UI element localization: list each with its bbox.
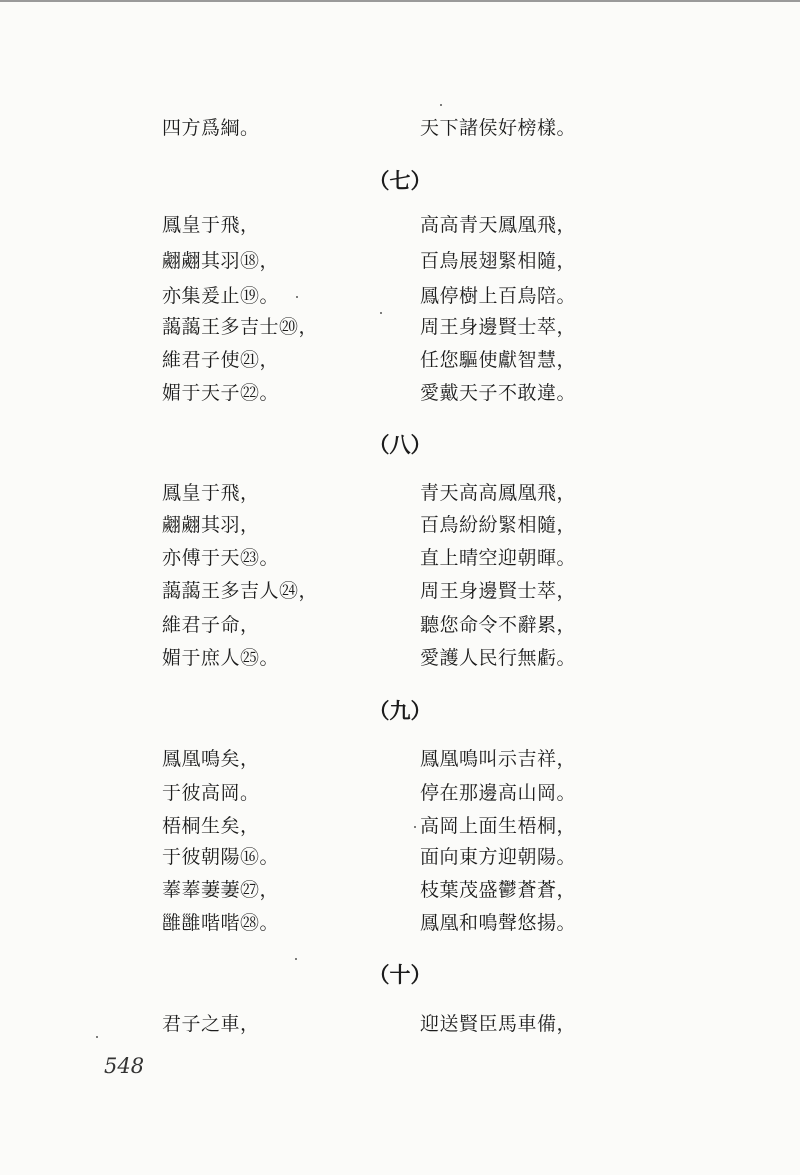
poem-line-original: 于彼高岡。 — [162, 782, 260, 804]
poem-line-original: 菶菶萋萋㉗， — [162, 879, 280, 901]
poem-line-original: 媚于庶人㉕。 — [162, 647, 280, 669]
top-rule — [0, 0, 800, 2]
scan-speck — [440, 104, 442, 106]
poem-line-translation: 愛護人民行無虧。 — [420, 647, 577, 669]
poem-line-translation: 高岡上面生梧桐， — [420, 815, 577, 837]
stanza-heading: （九） — [368, 698, 432, 723]
poem-line-translation: 停在那邊高山岡。 — [420, 782, 577, 804]
stanza-heading: （八） — [368, 432, 432, 457]
page-number: 548 — [104, 1054, 145, 1078]
poem-line-translation: 枝葉茂盛鬱蒼蒼， — [420, 879, 577, 901]
poem-line-translation: 面向東方迎朝陽。 — [420, 846, 577, 868]
poem-line-original: 維君子使㉑， — [162, 349, 280, 371]
poem-line-translation: 高高青天鳳凰飛， — [420, 214, 577, 236]
poem-line-translation: 周王身邊賢士萃， — [420, 316, 577, 338]
stanza-heading: （七） — [368, 168, 432, 193]
poem-line-original: 鳳凰鳴矣， — [162, 748, 260, 770]
poem-line-original: 四方爲綱。 — [162, 117, 260, 139]
poem-line-translation: 天下諸侯好榜樣。 — [420, 117, 577, 139]
scan-speck — [296, 296, 298, 298]
poem-line-original: 梧桐生矣， — [162, 815, 260, 837]
poem-line-original: 君子之車， — [162, 1013, 260, 1035]
poem-line-translation: 周王身邊賢士萃， — [420, 580, 577, 602]
poem-line-original: 翽翽其羽， — [162, 514, 260, 536]
poem-line-original: 于彼朝陽⑯。 — [162, 846, 280, 868]
poem-line-original: 媚于天子㉒。 — [162, 382, 280, 404]
poem-line-translation: 直上晴空迎朝暉。 — [420, 547, 577, 569]
scan-speck — [295, 958, 297, 960]
poem-line-translation: 鳳凰和鳴聲悠揚。 — [420, 912, 577, 934]
poem-line-original: 雝雝喈喈㉘。 — [162, 912, 280, 934]
poem-line-translation: 鳳凰鳴叫示吉祥， — [420, 748, 577, 770]
poem-line-original: 維君子命， — [162, 614, 260, 636]
poem-line-original: 鳳皇于飛， — [162, 214, 260, 236]
poem-line-original: 藹藹王多吉士⑳， — [162, 316, 319, 338]
poem-line-translation: 任您驅使獻智慧， — [420, 349, 577, 371]
stanza-heading: （十） — [368, 962, 432, 987]
poem-line-original: 翽翽其羽⑱， — [162, 250, 280, 272]
poem-line-translation: 愛戴天子不敢違。 — [420, 382, 577, 404]
poem-line-translation: 青天高高鳳凰飛， — [420, 482, 577, 504]
scan-speck — [414, 826, 416, 828]
poem-line-translation: 鳳停樹上百鳥陪。 — [420, 285, 577, 307]
scan-speck — [96, 1036, 98, 1038]
poem-line-original: 亦傅于天㉓。 — [162, 547, 280, 569]
poem-line-original: 亦集爰止⑲。 — [162, 285, 280, 307]
poem-line-original: 藹藹王多吉人㉔， — [162, 580, 319, 602]
scan-speck — [380, 312, 382, 314]
poem-line-translation: 百鳥展翅緊相隨， — [420, 250, 577, 272]
poem-line-translation: 百鳥紛紛緊相隨， — [420, 514, 577, 536]
poem-line-translation: 聽您命令不辭累， — [420, 614, 577, 636]
poem-line-translation: 迎送賢臣馬車備， — [420, 1013, 577, 1035]
poem-line-original: 鳳皇于飛， — [162, 482, 260, 504]
